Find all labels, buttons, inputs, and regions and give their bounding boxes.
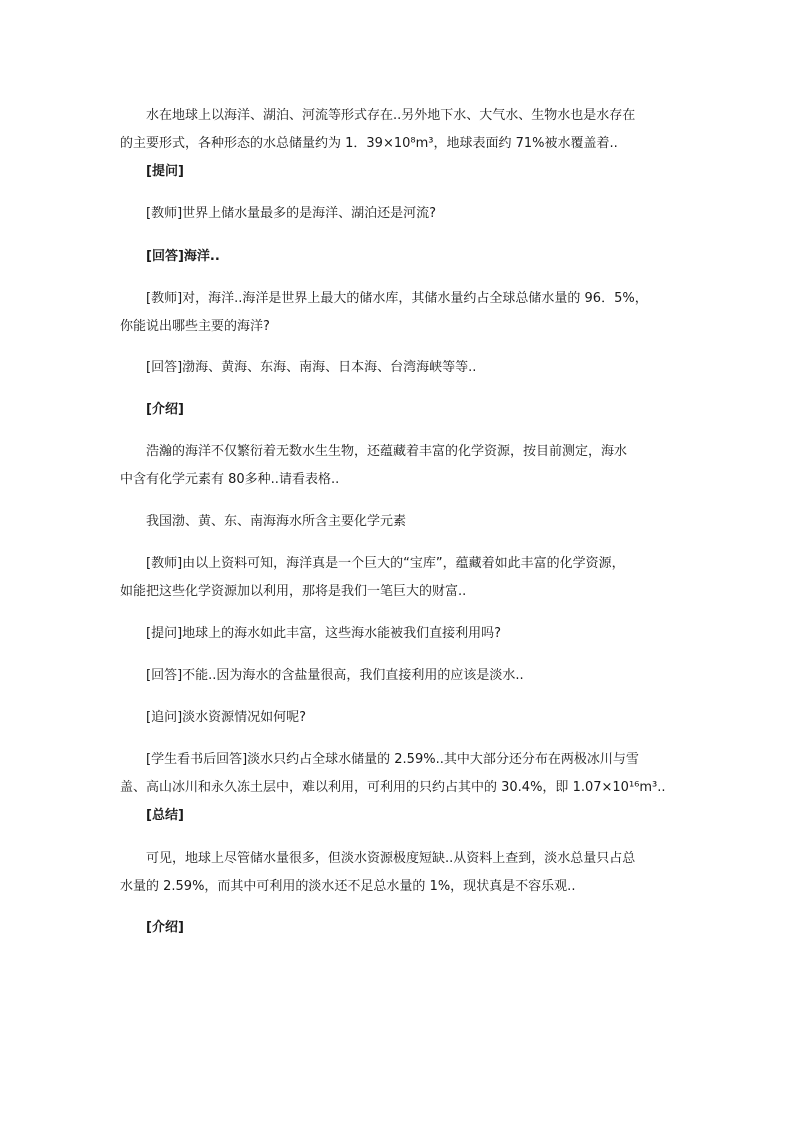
paragraph-question-use xyxy=(120,620,680,648)
text-line: 盖、高山冰川和永久冻土层中，难以利用，可利用的只约占其中的 30.4%，即 1.07×10¹⁶m³.. xyxy=(120,780,666,795)
text-line: [学生看书后回答]淡水只约占全球水储量的 2.59%..其中大部分还分布在两极冰川与雪 xyxy=(146,752,639,767)
text-line: [提问]地球上的海水如此丰富，这些海水能被我们直接利用吗? xyxy=(146,626,502,641)
text-line: [教师]对，海洋..海洋是世界上最大的储水库，其储水量约占全球总储水量的 96．5%， xyxy=(146,291,648,306)
text-line: 我国渤、黄、东、南海海水所含主要化学元素 xyxy=(146,514,407,529)
paragraph-answer-salt xyxy=(120,662,680,690)
paragraph-answer-seas xyxy=(120,354,680,382)
heading-summary xyxy=(120,802,680,830)
paragraph-answer-ocean xyxy=(120,243,680,271)
text-line: [回答]不能..因为海水的含盐量很高，我们直接利用的应该是淡水.. xyxy=(146,668,524,683)
text-line: [总结] xyxy=(146,808,184,823)
paragraph-teacher-ocean xyxy=(120,285,680,341)
text-line: 如能把这些化学资源加以利用，那将是我们一笔巨大的财富.. xyxy=(120,584,467,599)
paragraph-summary xyxy=(120,845,680,901)
text-line: [教师]世界上储水量最多的是海洋、湖泊还是河流? xyxy=(146,206,437,221)
heading-question xyxy=(120,158,680,186)
heading-introduction xyxy=(120,396,680,424)
text-line: 水量的 2.59%，而其中可利用的淡水还不足总水量的 1%，现状真是不容乐观.. xyxy=(120,879,576,894)
paragraph-ocean-resources xyxy=(120,438,680,494)
paragraph-teacher-question xyxy=(120,200,680,228)
text-line: [提问] xyxy=(146,164,184,179)
paragraph-follow-up xyxy=(120,704,680,732)
text-line: [介绍] xyxy=(146,920,184,935)
paragraph-teacher-treasure xyxy=(120,550,680,606)
text-line: [追问]淡水资源情况如何呢? xyxy=(146,710,307,725)
paragraph-table-caption xyxy=(120,508,680,536)
text-line: [回答]渤海、黄海、东海、南海、日本海、台湾海峡等等.. xyxy=(146,360,477,375)
paragraph-student-answer xyxy=(120,746,680,802)
text-line: 你能说出哪些主要的海洋? xyxy=(120,319,270,334)
text-line: [教师]由以上资料可知，海洋真是一个巨大的“宝库”，蕴藏着如此丰富的化学资源， xyxy=(146,556,625,571)
text-line: 中含有化学元素有 80多种..请看表格.. xyxy=(120,472,340,487)
text-line: [介绍] xyxy=(146,402,184,417)
paragraph-water-distribution xyxy=(120,102,680,158)
heading-introduction-2 xyxy=(120,914,680,942)
text-line: 可见，地球上尽管储水量很多，但淡水资源极度短缺..从资料上查到，淡水总量只占总 xyxy=(146,851,636,866)
text-line: 水在地球上以海洋、湖泊、河流等形式存在..另外地下水、大气水、生物水也是水存在 xyxy=(146,108,636,123)
text-line: 浩瀚的海洋不仅繁衍着无数水生生物，还蕴藏着丰富的化学资源，按目前测定，海水 xyxy=(146,444,628,459)
text-line: [回答]海洋.. xyxy=(146,249,220,264)
text-line: 的主要形式，各种形态的水总储量约为 1．39×10⁸m³，地球表面约 71%被水覆盖着.. xyxy=(120,136,618,151)
